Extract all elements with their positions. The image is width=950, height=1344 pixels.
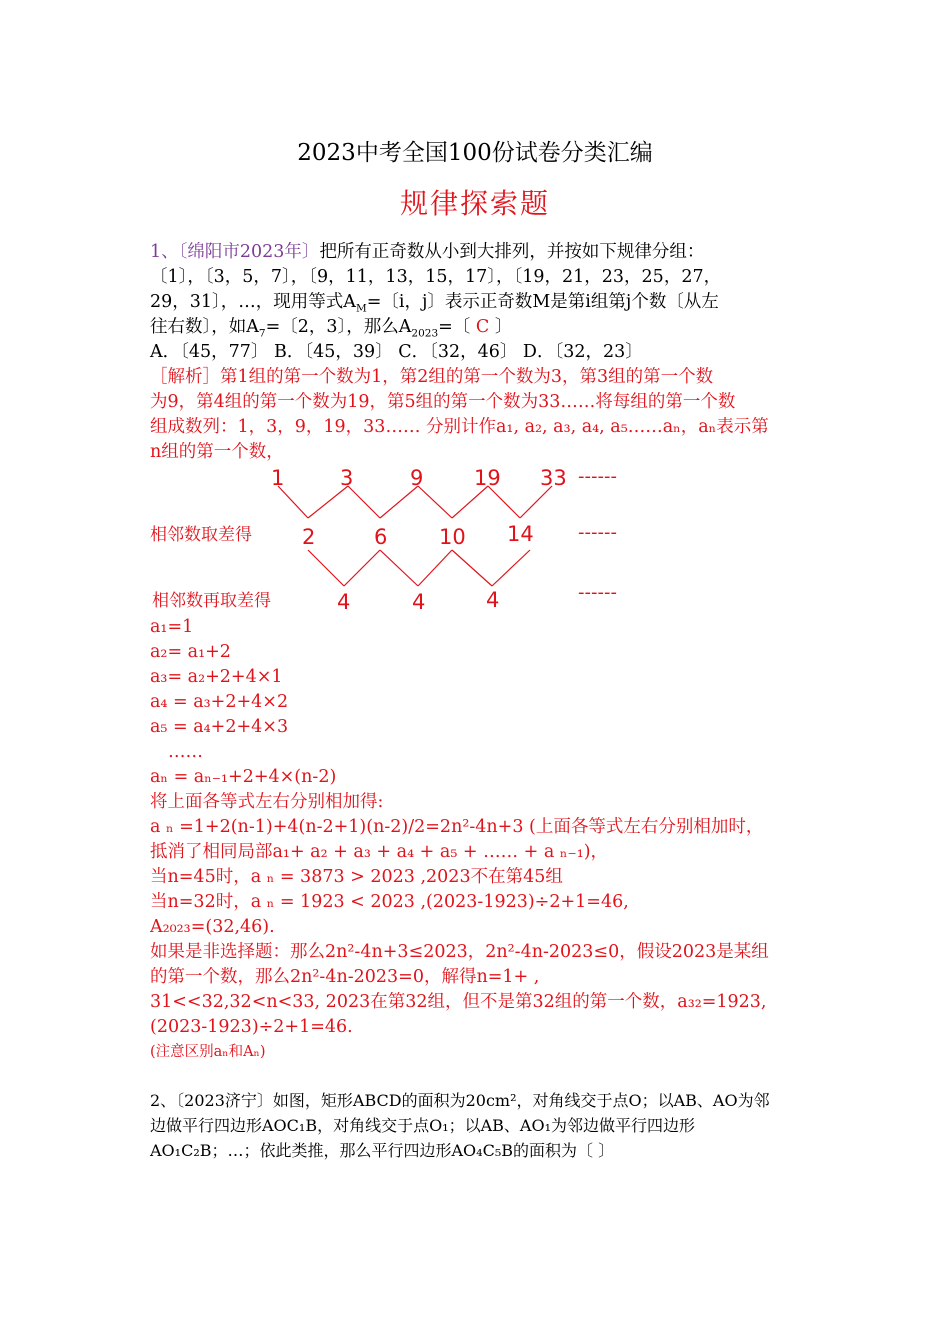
doc-subtitle: 规律探索题 bbox=[399, 187, 550, 220]
case-n45: 当n=45时，a ₙ = 3873 > 2023 ,2023不在第45组 bbox=[150, 867, 563, 887]
q1-stem4d: 〕 bbox=[489, 317, 513, 337]
row2-dashes: ------ bbox=[578, 522, 617, 543]
row1-value: 1 bbox=[271, 466, 285, 490]
note: (注意区别aₙ和Aₙ) bbox=[150, 1044, 266, 1060]
alt-line-1: 如果是非选择题：那么2n²-4n+3≤2023，2n²-4n-2023≤0，假设2023是某组 bbox=[150, 942, 769, 962]
result: A₂₀₂₃=(32,46). bbox=[150, 917, 275, 937]
q1-stem4c: =〔 bbox=[438, 317, 476, 337]
q1-stem4b: =〔2，3〕，那么A bbox=[265, 317, 412, 337]
row3-value: 4 bbox=[337, 590, 351, 614]
row1-value: 9 bbox=[410, 466, 424, 490]
q1-stem1: 把所有正奇数从小到大排列，并按如下规律分组： bbox=[319, 242, 705, 262]
q1-stem4: 往右数〕，如$A_7=$〔2，3〕，那么$A_{2023}=$〔 C 〕 bbox=[150, 317, 513, 340]
q1-stem3a: 29，31〕，…，现用等式A bbox=[150, 292, 356, 312]
connector bbox=[380, 486, 418, 518]
q1-analysis-1: ［解析］第1组的第一个数为1，第2组的第一个数为3，第3组的第一个数 bbox=[150, 367, 714, 387]
q1-analysis-4: n组的第一个数， bbox=[150, 442, 284, 462]
alt-line-2: 的第一个数，那么2n²-4n-2023=0，解得n=1+ , bbox=[150, 967, 540, 987]
connector bbox=[452, 486, 488, 518]
row3-dashes: ------ bbox=[578, 582, 617, 603]
eq-a3: a₃= a₂+2+4×1 bbox=[150, 667, 283, 687]
doc-title: 2023中考全国100份试卷分类汇编 bbox=[297, 140, 653, 166]
row2-value: 14 bbox=[507, 522, 534, 546]
connector bbox=[308, 486, 348, 518]
connector bbox=[418, 550, 452, 586]
eq-a5: a₅ = a₄+2+4×3 bbox=[150, 717, 289, 737]
row1-value: 33 bbox=[540, 466, 567, 490]
connector bbox=[418, 486, 452, 518]
q1-analysis-3: 组成数列：1，3，9，19，33…… 分别计作a₁, a₂, a₃, a₄, a₅……aₙ，aₙ表示第 bbox=[150, 417, 769, 437]
q1-analysis-2: 为9，第4组的第一个数为19，第5组的第一个数为33……将每组的第一个数 bbox=[150, 392, 736, 412]
connector bbox=[380, 550, 418, 586]
row2-label: 相邻数取差得 bbox=[150, 525, 252, 545]
connector bbox=[452, 550, 492, 586]
row2-value: 10 bbox=[439, 525, 466, 549]
q1-header bbox=[150, 240, 704, 265]
row1-value: 3 bbox=[340, 466, 354, 490]
row3-value: 4 bbox=[412, 590, 426, 614]
row2-value: 6 bbox=[374, 525, 388, 549]
eq-dots: …… bbox=[168, 742, 203, 762]
eq-a2: a₂= a₁+2 bbox=[150, 642, 231, 662]
row3-label: 相邻数再取差得 bbox=[152, 591, 271, 611]
q1-options: A．〔45，77〕 B．〔45，39〕 C．〔32，46〕 D．〔32，23〕 bbox=[150, 342, 643, 362]
q1-number: 1、 bbox=[150, 242, 179, 262]
connector bbox=[348, 486, 380, 518]
difference-diagram bbox=[140, 458, 660, 618]
sum-line-2: a ₙ =1+2(n-1)+4(n-2+1)(n-2)/2=2n²-4n+3 (上面各等式左右分别相加时， bbox=[150, 817, 764, 837]
q1-stem2: 〔1〕，〔3，5，7〕，〔9，11，13，15，17〕，〔19，21，23，25，27， bbox=[150, 267, 722, 287]
eq-a4: a₄ = a₃+2+4×2 bbox=[150, 692, 289, 712]
sum-line-1: 将上面各等式左右分别相加得: bbox=[150, 792, 384, 812]
q1-stem3b: =〔i，j〕表示正奇数M是第i组第j个数〔从左 bbox=[366, 292, 719, 312]
q2-line-2: 边做平行四边形AOC₁B，对角线交于点O₁；以AB、AO₁为邻边做平行四边形 bbox=[150, 1116, 696, 1135]
row3-value: 4 bbox=[486, 588, 500, 612]
row1-value: 19 bbox=[474, 466, 501, 490]
connector bbox=[278, 486, 308, 518]
connector bbox=[308, 550, 344, 586]
q1-answer: C bbox=[475, 317, 490, 337]
connector bbox=[520, 486, 552, 518]
q2-line-1: 2、〔2023济宁〕如图，矩形ABCD的面积为20cm²，对角线交于点O；以AB、AO为邻 bbox=[150, 1091, 770, 1110]
q1-source: 〔绵阳市2023年〕 bbox=[178, 242, 320, 262]
eq-an: aₙ = aₙ₋₁+2+4×(n-2) bbox=[150, 767, 337, 787]
q2-line-3: AO₁C₂B；…；依此类推，那么平行四边形AO₄C₅B的面积为〔 〕 bbox=[150, 1141, 615, 1160]
alt-line-4: (2023-1923)÷2+1=46. bbox=[150, 1017, 353, 1037]
case-n32: 当n=32时，a ₙ = 1923 < 2023 ,(2023-1923)÷2+1=46, bbox=[150, 892, 629, 912]
q1-stem3: 29，31〕，…，现用等式$A_M=$〔i，j〕表示正奇数M是第i组第j个数〔从左 bbox=[150, 292, 719, 315]
sum-line-3: 抵消了相同局部a₁+ a₂ + a₃ + a₄ + a₅ + …… + a ₙ₋₁)， bbox=[150, 842, 609, 862]
connector bbox=[488, 486, 520, 518]
connector bbox=[344, 550, 380, 586]
alt-line-3: 31<<32,32<n<33, 2023在第32组，但不是第32组的第一个数，a₃₂=1923, bbox=[150, 992, 767, 1012]
connector bbox=[492, 550, 530, 586]
row2-value: 2 bbox=[302, 525, 316, 549]
q1-stem4a: 往右数〕，如A bbox=[150, 317, 259, 337]
eq-a1: a₁=1 bbox=[150, 617, 194, 637]
row1-dashes: ------ bbox=[578, 466, 617, 487]
